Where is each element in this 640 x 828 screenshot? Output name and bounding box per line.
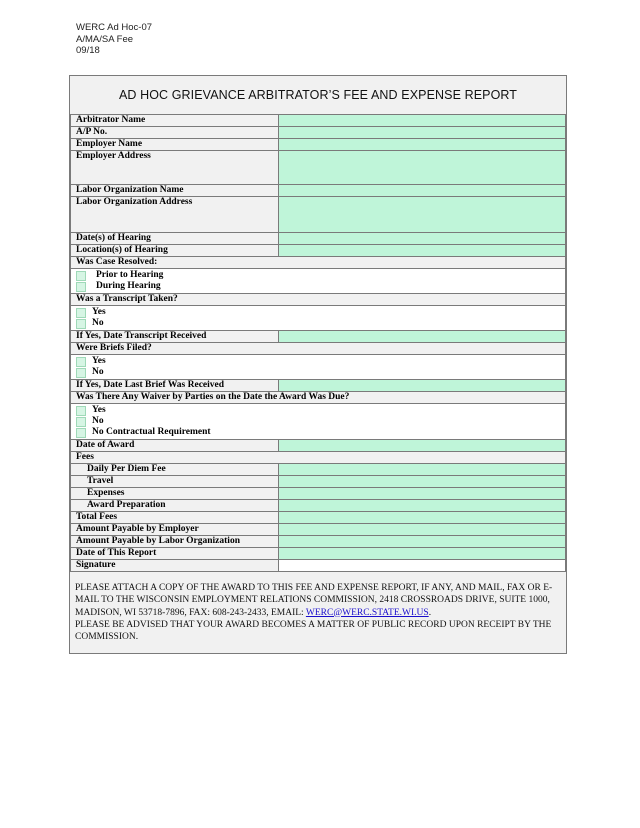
label-transcript-date: If Yes, Date Transcript Received: [71, 331, 279, 343]
form-title: AD HOC GRIEVANCE ARBITRATOR’S FEE AND EXPENSE REPORT: [118, 88, 518, 102]
during-hearing-label: During Hearing: [96, 281, 161, 291]
award-preparation-field[interactable]: [279, 500, 566, 512]
transcript-yes-label: Yes: [92, 307, 106, 317]
employer-address-field[interactable]: [279, 151, 566, 185]
total-fees-field[interactable]: [279, 512, 566, 524]
daily-per-diem-field[interactable]: [279, 464, 566, 476]
date-of-report-field[interactable]: [279, 548, 566, 560]
transcript-date-field[interactable]: [279, 331, 566, 343]
during-hearing-checkbox[interactable]: [76, 282, 86, 292]
label-date-of-award: Date of Award: [71, 440, 279, 452]
label-arbitrator-name: Arbitrator Name: [71, 115, 279, 127]
label-employer-name: Employer Name: [71, 139, 279, 151]
label-locations-of-hearing: Location(s) of Hearing: [71, 245, 279, 257]
fees-heading: Fees: [71, 452, 566, 464]
date-of-award-field[interactable]: [279, 440, 566, 452]
label-travel: Travel: [71, 476, 279, 488]
werc-email-link[interactable]: WERC@WERC.STATE.WI.US: [305, 607, 429, 618]
label-daily-per-diem: Daily Per Diem Fee: [71, 464, 279, 476]
label-total-fees: Total Fees: [71, 512, 279, 524]
waiver-no-checkbox[interactable]: [76, 417, 86, 427]
locations-of-hearing-field[interactable]: [279, 245, 566, 257]
label-employer-address: Employer Address: [71, 151, 279, 185]
transcript-options: [71, 306, 566, 331]
employer-name-field[interactable]: [279, 139, 566, 151]
waiver-yes-label: Yes: [92, 405, 106, 415]
label-date-of-report: Date of This Report: [71, 548, 279, 560]
transcript-question: Was a Transcript Taken?: [71, 294, 566, 306]
briefs-options: [71, 355, 566, 380]
brief-date-field[interactable]: [279, 380, 566, 392]
waiver-question: Was There Any Waiver by Parties on the Date the Award Was Due?: [71, 392, 566, 404]
form-category: A/MA/SA Fee: [76, 33, 134, 45]
waiver-options: [71, 404, 566, 440]
arbitrator-name-field[interactable]: [279, 115, 566, 127]
label-dates-of-hearing: Date(s) of Hearing: [71, 233, 279, 245]
briefs-yes-checkbox[interactable]: [76, 357, 86, 367]
dates-of-hearing-field[interactable]: [279, 233, 566, 245]
case-resolved-options: [71, 269, 566, 294]
fee-report-form: [69, 75, 567, 654]
label-ap-no: A/P No.: [71, 127, 279, 139]
no-contractual-requirement-checkbox[interactable]: [76, 428, 86, 438]
prior-to-hearing-label: Prior to Hearing: [96, 270, 164, 280]
travel-field[interactable]: [279, 476, 566, 488]
form-header: [76, 22, 152, 57]
briefs-question: Were Briefs Filed?: [71, 343, 566, 355]
waiver-yes-checkbox[interactable]: [76, 406, 86, 416]
no-contractual-requirement-label: No Contractual Requirement: [92, 427, 211, 437]
briefs-no-label: No: [92, 367, 104, 377]
label-brief-date: If Yes, Date Last Brief Was Received: [71, 380, 279, 392]
label-signature: Signature: [71, 560, 279, 572]
form-table: [70, 114, 566, 572]
transcript-no-checkbox[interactable]: [76, 319, 86, 329]
prior-to-hearing-checkbox[interactable]: [76, 271, 86, 281]
label-labor-org-address: Labor Organization Address: [71, 197, 279, 233]
label-payable-labor: Amount Payable by Labor Organization: [71, 536, 279, 548]
expenses-field[interactable]: [279, 488, 566, 500]
briefs-yes-label: Yes: [92, 356, 106, 366]
instructions-period: .: [428, 607, 432, 618]
labor-org-address-field[interactable]: [279, 197, 566, 233]
public-record-notice: PLEASE BE ADVISED THAT YOUR AWARD BECOMES A MATTER OF PUBLIC RECORD UPON RECEIPT BY THE COMMISSION.: [75, 619, 552, 643]
label-payable-employer: Amount Payable by Employer: [71, 524, 279, 536]
submission-instructions: [70, 572, 566, 653]
payable-employer-field[interactable]: [279, 524, 566, 536]
form-revision: 09/18: [76, 45, 100, 56]
ap-no-field[interactable]: [279, 127, 566, 139]
signature-field[interactable]: [279, 560, 566, 572]
waiver-no-label: No: [92, 416, 104, 426]
label-expenses: Expenses: [71, 488, 279, 500]
transcript-no-label: No: [92, 318, 104, 328]
label-labor-org-name: Labor Organization Name: [71, 185, 279, 197]
label-award-preparation: Award Preparation: [71, 500, 279, 512]
form-code: WERC Ad Hoc-07: [76, 22, 153, 33]
payable-labor-field[interactable]: [279, 536, 566, 548]
briefs-no-checkbox[interactable]: [76, 368, 86, 378]
labor-org-name-field[interactable]: [279, 185, 566, 197]
transcript-yes-checkbox[interactable]: [76, 308, 86, 318]
case-resolved-question: Was Case Resolved:: [71, 257, 566, 269]
instructions-text: PLEASE ATTACH A COPY OF THE AWARD TO THIS FEE AND EXPENSE REPORT, IF ANY, AND MAIL, FAX OR E-MAIL TO THE WISCONSIN EMPLOYMENT RELATIONS COMMISSION, 2418 CROSSROADS DRIVE, SUITE 1000, MADISON, WI 53718-7896, FAX: 608-243-2433, EMAIL:: [75, 583, 553, 618]
